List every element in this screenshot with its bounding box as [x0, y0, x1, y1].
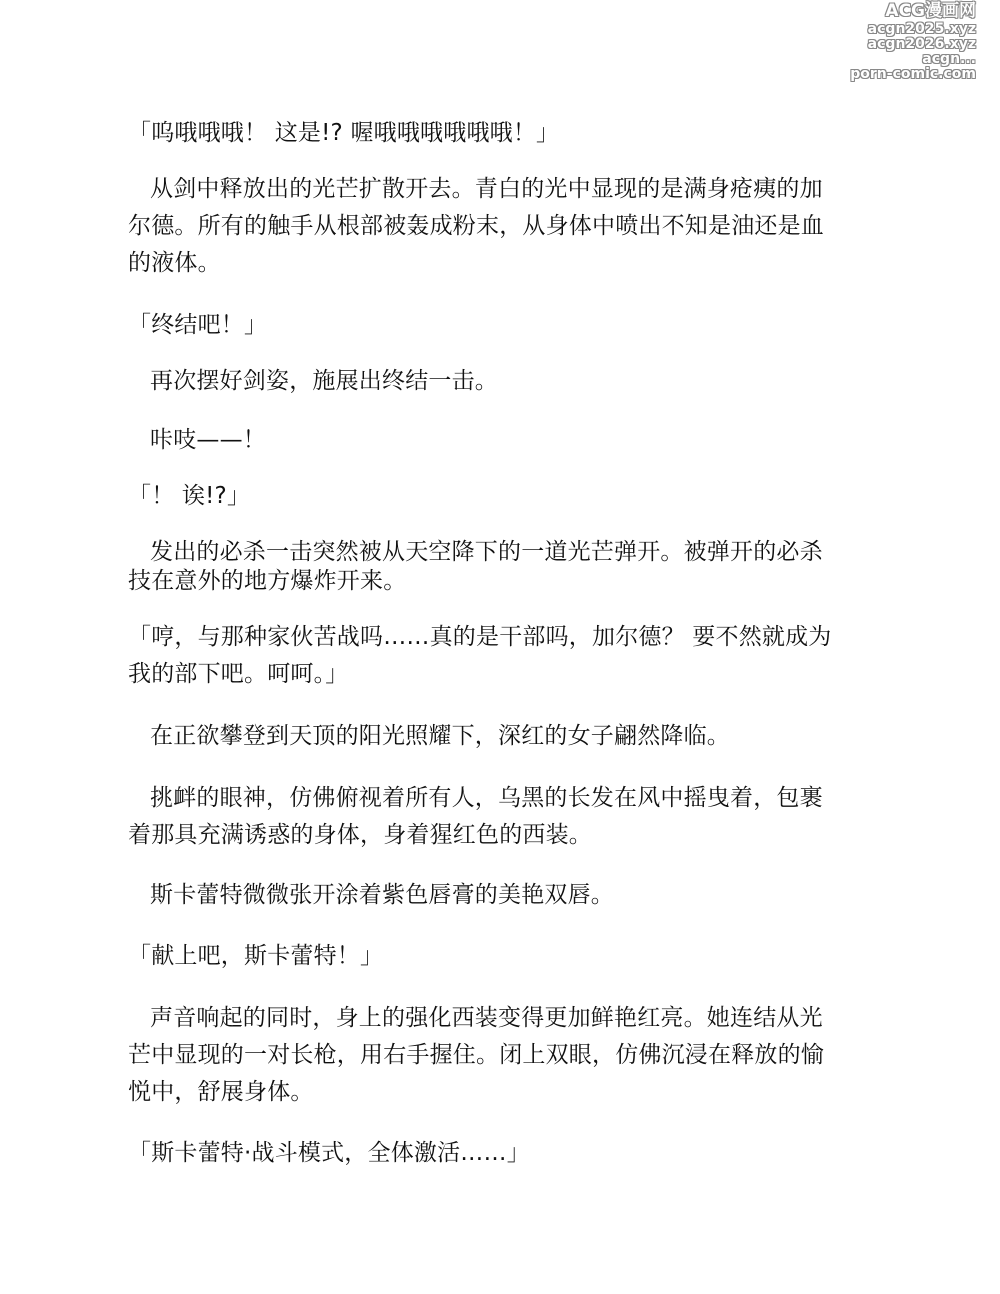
dialogue-line: 「！ 诶!?」 [128, 483, 251, 509]
dialogue-line: 「哼，与那种家伙苦战吗……真的是干部吗，加尔德？ 要不然就成为 [128, 624, 832, 650]
dialogue-line: 「斯卡蕾特·战斗模式，全体激活……」 [128, 1140, 530, 1166]
narration-line: 在正欲攀登到天顶的阳光照耀下，深红的女子翩然降临。 [150, 723, 730, 749]
narration-line: 尔德。所有的触手从根部被轰成粉末，从身体中喷出不知是油还是血 [128, 213, 824, 239]
watermark-domain-1: acgn2025.xyz [867, 21, 976, 37]
narration-line: 从剑中释放出的光芒扩散开去。青白的光中显现的是满身疮痍的加 [150, 176, 823, 202]
narration-line: 再次摆好剑姿，施展出终结一击。 [150, 368, 498, 394]
watermark-title: ACG漫画网 [885, 1, 976, 21]
narration-line: 挑衅的眼神，仿佛俯视着所有人，乌黑的长发在风中摇曳着，包裹 [150, 785, 823, 811]
site-watermark [836, 0, 976, 82]
dialogue-line: 「献上吧，斯卡蕾特！」 [128, 943, 384, 969]
dialogue-line: 「终结吧！」 [128, 312, 268, 338]
narration-line: 发出的必杀一击突然被从天空降下的一道光芒弹开。被弹开的必杀 [150, 539, 823, 565]
narration-line: 着那具充满诱惑的身体，身着猩红色的西装。 [128, 822, 592, 848]
watermark-domain-3: acgn... [922, 51, 976, 67]
watermark-domain-2: acgn2026.xyz [867, 36, 976, 52]
narration-line: 的液体。 [128, 250, 221, 276]
narration-line: 技在意外的地方爆炸开来。 [128, 568, 407, 594]
narration-line: 芒中显现的一对长枪，用右手握住。闭上双眼，仿佛沉浸在释放的愉 [128, 1042, 824, 1068]
narration-line: 斯卡蕾特微微张开涂着紫色唇膏的美艳双唇。 [150, 882, 614, 908]
watermark-domain-4: porn-comic.com [850, 66, 976, 82]
dialogue-line: 「呜哦哦哦！ 这是!? 喔哦哦哦哦哦哦！」 [128, 120, 560, 146]
dialogue-line: 我的部下吧。呵呵。」 [128, 661, 349, 687]
narration-line: 悦中，舒展身体。 [128, 1079, 314, 1105]
narration-line: 声音响起的同时，身上的强化西装变得更加鲜艳红亮。她连结从光 [150, 1005, 823, 1031]
sound-effect-line: 咔吱——！ [150, 427, 266, 453]
